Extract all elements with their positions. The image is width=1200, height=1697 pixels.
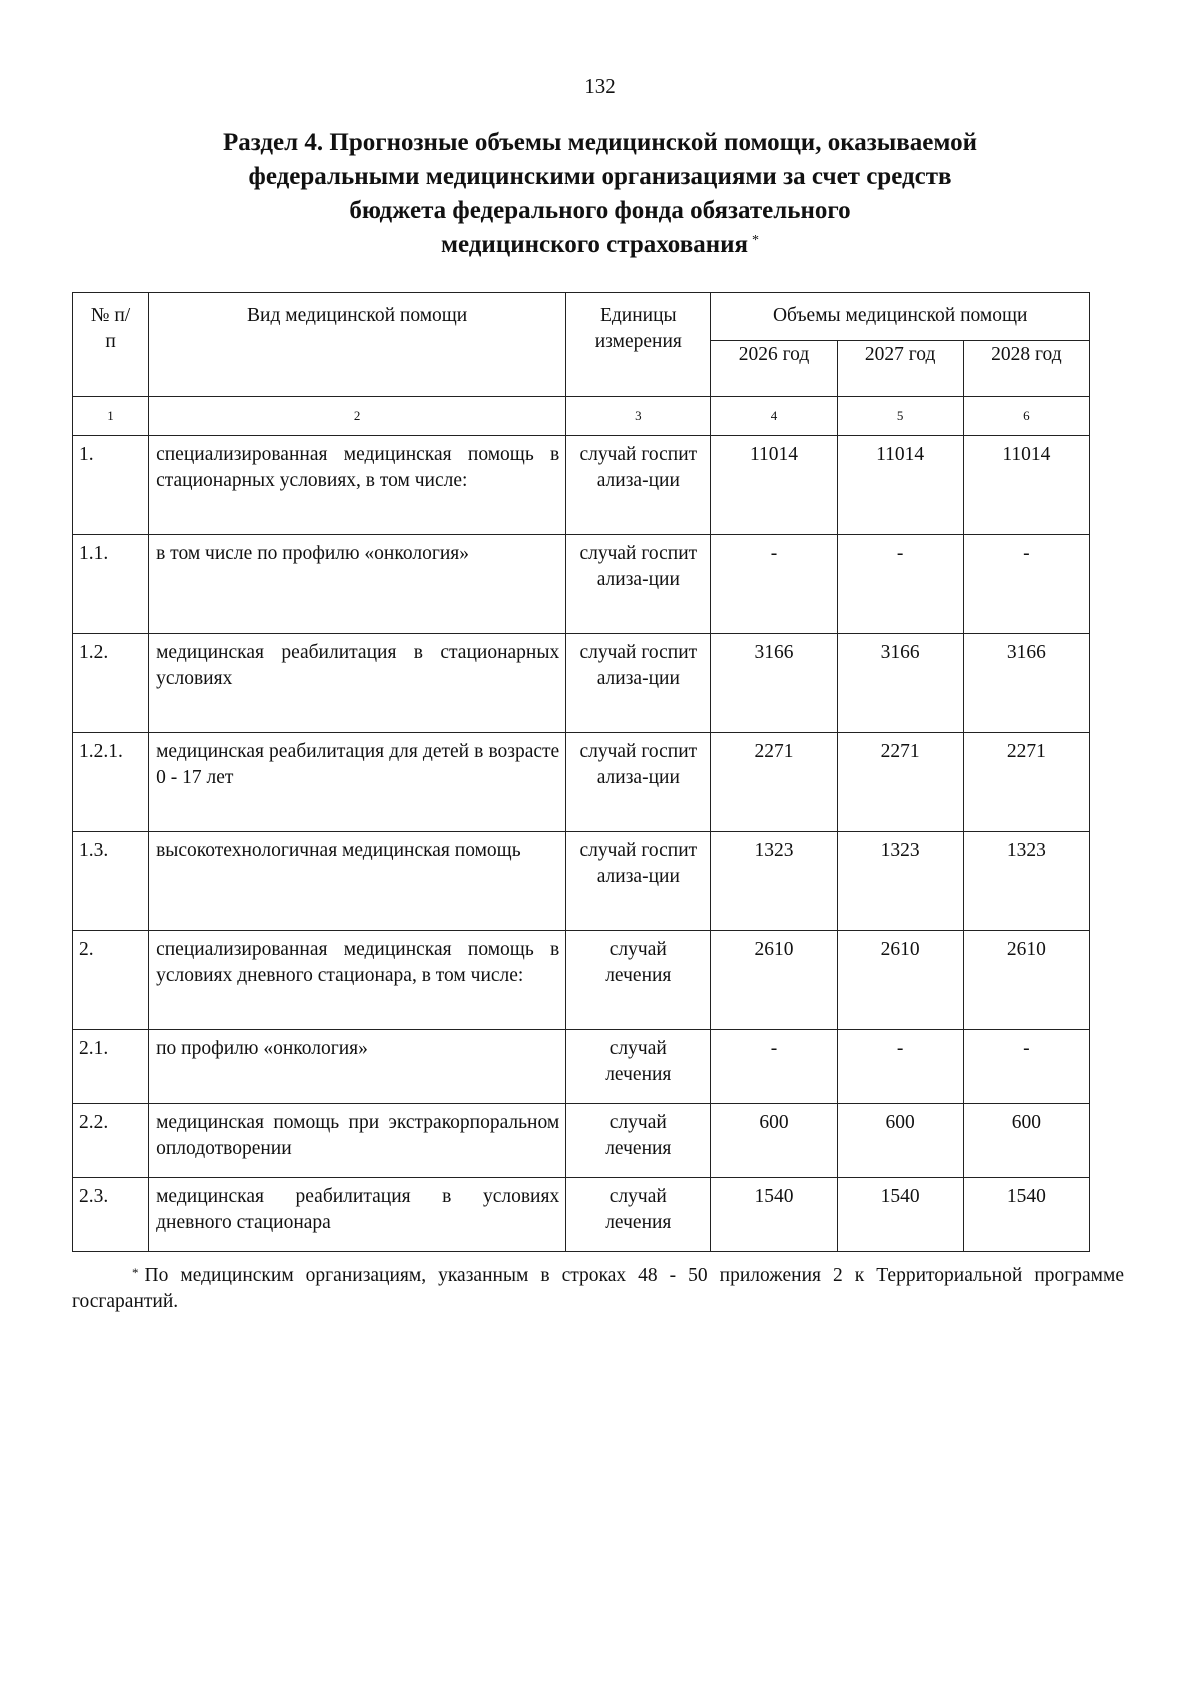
row-value-2026: 1540 bbox=[711, 1178, 837, 1252]
row-value-2028: 11014 bbox=[963, 436, 1089, 535]
header-volumes: Объемы медицинской помощи bbox=[711, 293, 1090, 341]
row-kind: специализированная медицинская помощь в стационарных условиях, в том числе: bbox=[149, 436, 566, 535]
row-unit bbox=[566, 1178, 711, 1252]
row-num: 1.2.1. bbox=[73, 733, 149, 832]
header-kind: Вид медицинской помощи bbox=[149, 293, 566, 397]
table-row bbox=[73, 832, 1090, 931]
row-value-2027: 11014 bbox=[837, 436, 963, 535]
header-year-2028: 2028 год bbox=[963, 341, 1089, 397]
footnote-mark: * bbox=[132, 1265, 139, 1280]
row-unit-text: случай лечения bbox=[605, 1112, 672, 1159]
row-value-2028: - bbox=[963, 1030, 1089, 1104]
row-num: 1. bbox=[73, 436, 149, 535]
row-num: 2.3. bbox=[73, 1178, 149, 1252]
row-value-2028: 1323 bbox=[963, 832, 1089, 931]
row-value-2028: 600 bbox=[963, 1104, 1089, 1178]
row-unit bbox=[566, 733, 711, 832]
title-line: Раздел 4. Прогнозные объемы медицинской помощи, оказываемой bbox=[223, 129, 977, 156]
row-value-2026: 2271 bbox=[711, 733, 837, 832]
header-num bbox=[73, 293, 149, 397]
table-row bbox=[73, 535, 1090, 634]
row-value-2028: 3166 bbox=[963, 634, 1089, 733]
row-unit bbox=[566, 832, 711, 931]
row-unit-text: случай госпитализа-ции bbox=[579, 642, 698, 689]
header-unit-text: Единицы измерения bbox=[594, 305, 682, 352]
row-unit-text: случай лечения bbox=[605, 1186, 672, 1233]
row-unit bbox=[566, 931, 711, 1030]
row-value-2026: - bbox=[711, 535, 837, 634]
row-value-2026: - bbox=[711, 1030, 837, 1104]
header-year-2026: 2026 год bbox=[711, 341, 837, 397]
row-value-2027: 1540 bbox=[837, 1178, 963, 1252]
row-value-2028: 2610 bbox=[963, 931, 1089, 1030]
row-value-2027: - bbox=[837, 1030, 963, 1104]
row-unit bbox=[566, 634, 711, 733]
row-unit-text: случай госпитализа-ции bbox=[579, 444, 698, 491]
row-value-2028: 1540 bbox=[963, 1178, 1089, 1252]
row-kind: в том числе по профилю «онкология» bbox=[149, 535, 566, 634]
table-row bbox=[73, 1104, 1090, 1178]
row-unit bbox=[566, 1104, 711, 1178]
title-line: бюджета федерального фонда обязательного bbox=[349, 197, 851, 224]
header-num-text: № п/п bbox=[90, 305, 131, 352]
row-num: 2.1. bbox=[73, 1030, 149, 1104]
header-unit bbox=[566, 293, 711, 397]
row-value-2027: 2610 bbox=[837, 931, 963, 1030]
footnote bbox=[72, 1263, 1124, 1315]
table-row bbox=[73, 1030, 1090, 1104]
column-index-row bbox=[73, 397, 1090, 436]
row-unit-text: случай госпитализа-ции bbox=[579, 543, 698, 590]
row-unit-text: случай лечения bbox=[605, 1038, 672, 1085]
header-year-2027: 2027 год bbox=[837, 341, 963, 397]
table-row bbox=[73, 1178, 1090, 1252]
row-kind: медицинская помощь при экстракорпоральном оплодотворении bbox=[149, 1104, 566, 1178]
row-num: 2. bbox=[73, 931, 149, 1030]
title-line-text: медицинского страхования bbox=[440, 231, 749, 258]
page-number: 132 bbox=[584, 74, 616, 98]
row-value-2027: - bbox=[837, 535, 963, 634]
row-value-2026: 2610 bbox=[711, 931, 837, 1030]
row-unit-text: случай госпитализа-ции bbox=[579, 741, 698, 788]
row-value-2027: 600 bbox=[837, 1104, 963, 1178]
row-kind: специализированная медицинская помощь в условиях дневного стационара, в том числе: bbox=[149, 931, 566, 1030]
row-kind: медицинская реабилитация в стационарных условиях bbox=[149, 634, 566, 733]
row-num: 1.3. bbox=[73, 832, 149, 931]
row-unit-text: случай госпитализа-ции bbox=[579, 840, 698, 887]
table-row bbox=[73, 931, 1090, 1030]
column-index: 1 bbox=[73, 397, 149, 436]
footnote-paragraph bbox=[72, 1263, 1124, 1315]
row-num: 2.2. bbox=[73, 1104, 149, 1178]
row-kind: по профилю «онкология» bbox=[149, 1030, 566, 1104]
title-line: федеральными медицинскими организациями за счет средств bbox=[248, 163, 952, 190]
column-index: 3 bbox=[566, 397, 711, 436]
row-kind: медицинская реабилитация для детей в возрасте 0 - 17 лет bbox=[149, 733, 566, 832]
section-title bbox=[100, 126, 1100, 262]
row-value-2026: 3166 bbox=[711, 634, 837, 733]
row-value-2028: 2271 bbox=[963, 733, 1089, 832]
table-row bbox=[73, 436, 1090, 535]
row-value-2026: 1323 bbox=[711, 832, 837, 931]
row-num: 1.2. bbox=[73, 634, 149, 733]
row-kind: высокотехнологичная медицинская помощь bbox=[149, 832, 566, 931]
column-index: 2 bbox=[149, 397, 566, 436]
row-unit bbox=[566, 535, 711, 634]
row-num: 1.1. bbox=[73, 535, 149, 634]
footnote-text: По медицинским организациям, указанным в строках 48 - 50 приложения 2 к Территориальной программе госгарантий. bbox=[72, 1265, 1124, 1312]
column-index: 4 bbox=[711, 397, 837, 436]
column-index: 6 bbox=[963, 397, 1089, 436]
title-line-last bbox=[100, 228, 1100, 262]
row-value-2027: 1323 bbox=[837, 832, 963, 931]
row-value-2028: - bbox=[963, 535, 1089, 634]
row-value-2026: 11014 bbox=[711, 436, 837, 535]
table-row bbox=[73, 634, 1090, 733]
row-value-2026: 600 bbox=[711, 1104, 837, 1178]
row-unit bbox=[566, 436, 711, 535]
row-value-2027: 3166 bbox=[837, 634, 963, 733]
row-value-2027: 2271 bbox=[837, 733, 963, 832]
title-footnote-mark: * bbox=[752, 233, 760, 248]
table-row bbox=[73, 733, 1090, 832]
row-unit bbox=[566, 1030, 711, 1104]
volumes-table bbox=[72, 292, 1090, 1252]
column-index: 5 bbox=[837, 397, 963, 436]
row-kind: медицинская реабилитация в условиях дневного стационара bbox=[149, 1178, 566, 1252]
row-unit-text: случай лечения bbox=[605, 939, 672, 986]
